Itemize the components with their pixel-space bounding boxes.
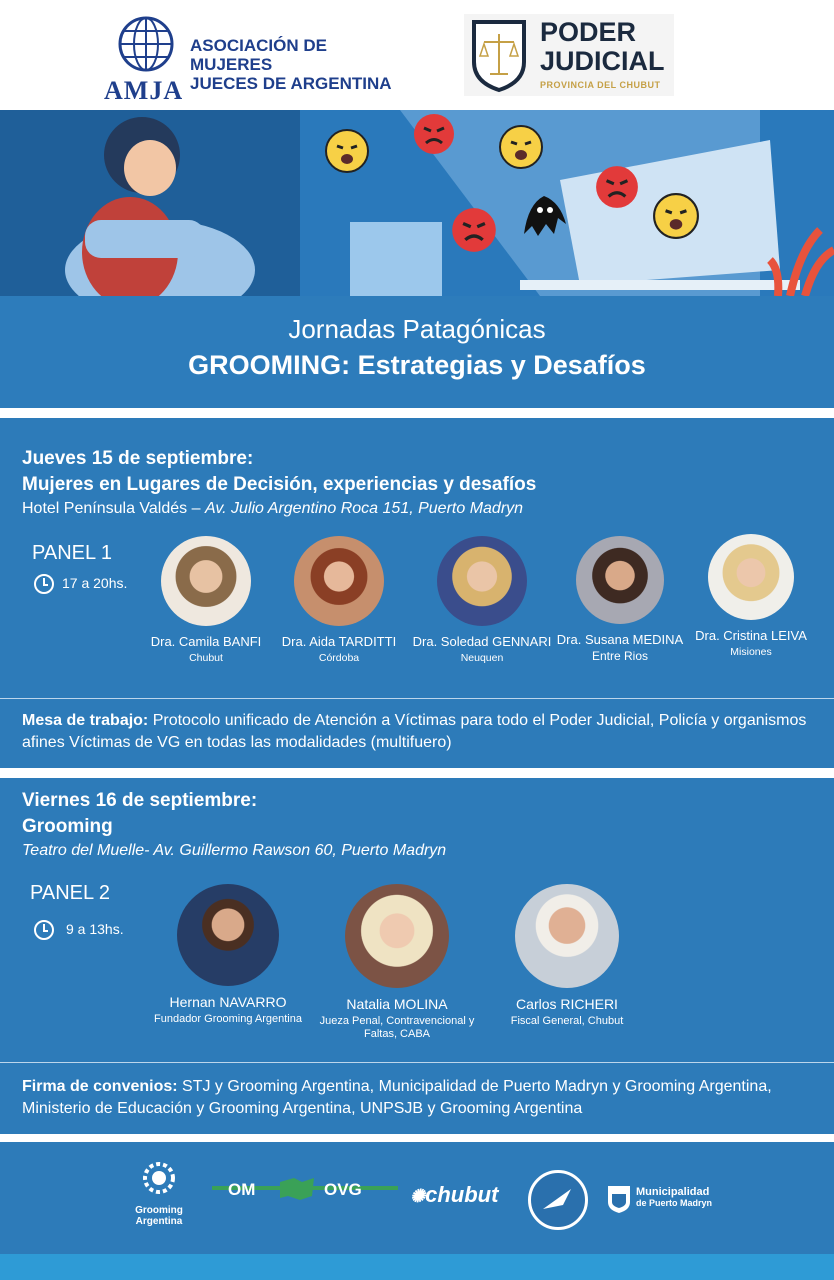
- poder-line2: JUDICIAL: [540, 46, 665, 76]
- sponsor-logos: [0, 1142, 834, 1254]
- speaker-card: [318, 884, 476, 1041]
- speaker-card: [280, 536, 398, 665]
- day1-date: Jueves 15 de septiembre:: [22, 448, 254, 469]
- event-title: Jornadas Patagónicas: [288, 314, 546, 344]
- day1-venue-address: Av. Julio Argentino Roca 151, Puerto Madryn: [204, 500, 524, 517]
- speaker-name: Dra. Aida TARDITTI: [281, 634, 397, 649]
- divider: [0, 408, 834, 418]
- shield-scales-icon: [468, 16, 530, 94]
- speaker-avatar: [161, 536, 251, 626]
- amja-name: [190, 36, 410, 93]
- weary-face-icon: [324, 128, 370, 174]
- weary-face-icon: [652, 192, 700, 240]
- poder-line1: PODER: [540, 17, 637, 47]
- grooming-argentina-logo: [124, 1156, 194, 1236]
- speaker-avatar: [294, 536, 384, 626]
- speaker-location: Neuquen: [460, 652, 504, 664]
- speaker-name: Dra. Camila BANFI: [150, 634, 262, 649]
- bird-icon: [531, 1173, 585, 1227]
- municipalidad-line2: de Puerto Madryn: [636, 1198, 713, 1208]
- mesa-de-trabajo: [22, 710, 822, 754]
- divider: [0, 1134, 834, 1142]
- day1-venue: [22, 500, 523, 518]
- header: [0, 0, 834, 110]
- day2-section: [0, 778, 834, 1134]
- om-text: OM: [228, 1180, 256, 1199]
- university-seal: [528, 1170, 588, 1230]
- speaker-role: Fiscal General, Chubut: [510, 1015, 624, 1027]
- panel1-time: 17 a 20hs.: [62, 575, 128, 591]
- speaker-location: Chubut: [189, 652, 223, 664]
- mesa-label: Mesa de trabajo:: [22, 712, 149, 729]
- speaker-name: Dra. Susana MEDINA: [556, 632, 684, 647]
- speaker-name: Dra. Cristina LEIVA: [695, 628, 807, 643]
- amja-name-line2: JUECES DE ARGENTINA: [190, 74, 392, 93]
- event-subtitle: GROOMING: Estrategias y Desafíos: [188, 350, 646, 380]
- mesa-text: Protocolo unificado de Atención a Víctimas para todo el Poder Judicial, Policía y organismos afines Víctimas de VG en todas las modalidades (multifuero): [22, 712, 807, 751]
- shield-icon: [606, 1184, 632, 1214]
- globe-scales-icon: [112, 14, 180, 76]
- day2-subtitle: Grooming: [22, 816, 113, 837]
- poder-province: PROVINCIA DEL CHUBUT: [540, 80, 661, 90]
- speaker-card: [490, 884, 644, 1028]
- speaker-name: Dra. Soledad GENNARI: [412, 634, 552, 649]
- firma-de-convenios: [22, 1076, 822, 1120]
- grooming-logo-line1: Grooming: [135, 1205, 183, 1216]
- chubut-logo: [410, 1182, 498, 1208]
- speaker-name: Natalia MOLINA: [346, 996, 448, 1012]
- angry-face-icon: [412, 112, 456, 156]
- panel1-label: PANEL 1: [32, 542, 113, 564]
- day1-subtitle: Mujeres en Lugares de Decisión, experiencias y desafíos: [22, 474, 537, 495]
- ovg-text: OVG: [324, 1180, 362, 1199]
- day1-section: [0, 418, 834, 768]
- map-icon: [276, 1176, 318, 1202]
- clock-icon: [34, 574, 54, 594]
- grooming-logo-line2: Argentina: [135, 1216, 183, 1227]
- amja-acronym: AMJA: [104, 76, 184, 105]
- panel2-time: 9 a 13hs.: [66, 921, 124, 937]
- divider: [0, 1062, 834, 1063]
- amja-name-line1: ASOCIACIÓN DE MUJERES: [190, 36, 327, 74]
- divider: [0, 768, 834, 778]
- amja-logo: [104, 12, 404, 105]
- clock-icon: [34, 920, 54, 940]
- divider: [0, 698, 834, 699]
- angry-face-icon: [594, 164, 640, 210]
- speaker-card: [150, 536, 262, 665]
- speaker-location: Entre Rios: [591, 649, 649, 663]
- speaker-name: Carlos RICHERI: [516, 996, 618, 1012]
- speaker-card: [692, 534, 810, 659]
- panel2-label: PANEL 2: [30, 882, 111, 904]
- chubut-text: chubut: [425, 1182, 499, 1207]
- speaker-card: [146, 884, 310, 1026]
- firma-text: STJ y Grooming Argentina, Municipalidad de Puerto Madryn y Grooming Argentina, Ministerio de Educación y Grooming Argentina, UNPSJB y Grooming Argentina: [22, 1078, 772, 1117]
- speaker-card: [556, 536, 684, 663]
- banner-illustration: [0, 110, 834, 296]
- speaker-avatar: [576, 536, 664, 624]
- speaker-avatar: [345, 884, 449, 988]
- day2-venue: Teatro del Muelle- Av. Guillermo Rawson 60, Puerto Madryn: [22, 842, 447, 859]
- weary-face-icon: [498, 124, 544, 170]
- municipalidad-logo: [606, 1184, 736, 1216]
- title-section: [0, 296, 834, 408]
- om-ovg-logo: [212, 1176, 398, 1216]
- day2-date: Viernes 16 de septiembre:: [22, 790, 258, 811]
- speaker-avatar: [437, 536, 527, 626]
- speaker-location: Misiones: [730, 646, 772, 658]
- speaker-avatar: [177, 884, 279, 986]
- grooming-sun-icon: [137, 1156, 181, 1200]
- speaker-avatar: [515, 884, 619, 988]
- firma-label: Firma de convenios:: [22, 1078, 178, 1095]
- speaker-location: Córdoba: [318, 652, 360, 664]
- day1-venue-name: Hotel Península Valdés –: [22, 500, 205, 517]
- speaker-role: Fundador Grooming Argentina: [154, 1013, 302, 1025]
- speaker-name: Hernan NAVARRO: [169, 994, 287, 1010]
- chubut-mark-icon: ✺: [410, 1186, 426, 1206]
- poder-judicial-logo: [464, 14, 674, 96]
- poder-judicial-title: [540, 18, 665, 76]
- bottom-strip: [0, 1254, 834, 1280]
- speaker-role: Jueza Penal, Contravencional y Faltas, CABA: [319, 1015, 475, 1040]
- speaker-card: [412, 536, 552, 665]
- speaker-avatar: [708, 534, 794, 620]
- angry-face-icon: [450, 206, 498, 254]
- ghost-icon: [514, 184, 574, 244]
- municipalidad-line1: Municipalidad: [636, 1186, 710, 1198]
